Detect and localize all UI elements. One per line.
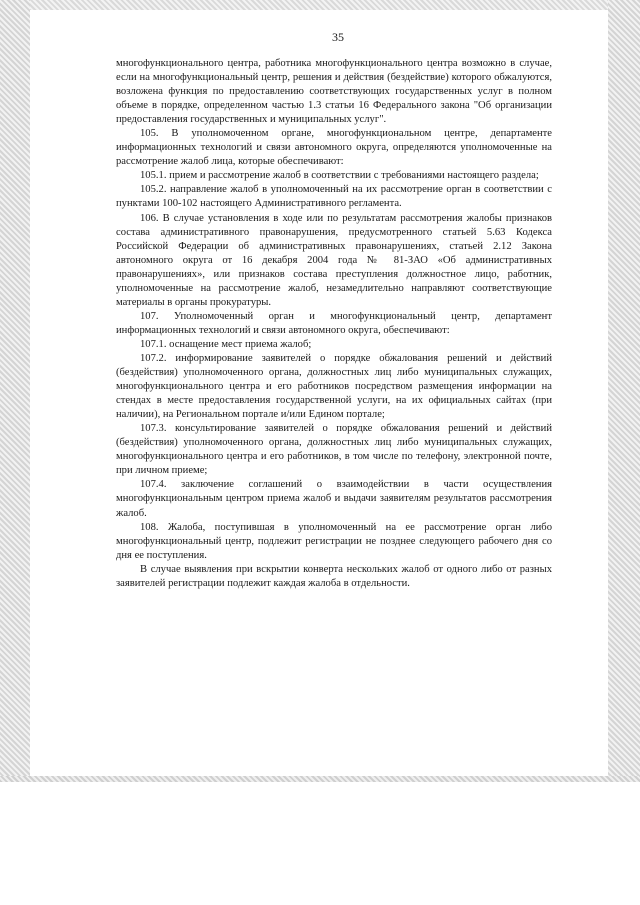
paragraph-105-2: 105.2. направление жалоб в уполномоченный на их рассмотрение орган в соответствии с пунктами 100-102 настоящего Административного регламента. — [116, 184, 552, 210]
paragraph-continuation: многофункционального центра, работника многофункционального центра возможно в случае, если на многофункциональный центр, решения и действия (бездействие) которого обжалуются, возложена функция по предоставлению соответствующих государственных услуг в полном объеме в порядке, определенном частью 1.3 статьи 16 Федерального закона "Об организации предоставления государственных и муниципальных услуг". — [116, 58, 552, 126]
paragraph-107-4: 107.4. заключение соглашений о взаимодействии в части осуществления многофункциональным центром приема жалоб и выдачи заявителям результатов рассмотрения жалоб. — [116, 479, 552, 519]
paragraph-106: 106. В случае установления в ходе или по результатам рассмотрения жалобы признаков состава административного правонарушения, предусмотренного статьей 5.63 Кодекса Российской Федерации об административных правонарушениях, статьей 2.12 Закона автономного округа от 16 декабря 2004 года № 81-ЗАО «Об административных правонарушениях», или признаков состава преступления должностное лицо, работник, уполномоченные на рассмотрение жалоб, незамедлительно направляют соответствующие материалы в органы прокуратуры. — [116, 212, 552, 308]
paragraph-108-note: В случае выявления при вскрытии конверта нескольких жалоб от одного либо от разных заявителей регистрации подлежит каждая жалоба в отдельности. — [116, 563, 552, 589]
document-page — [116, 30, 552, 591]
scan-border-right — [608, 0, 640, 780]
scan-border-bottom — [0, 776, 640, 782]
paragraph-105-1: 105.1. прием и рассмотрение жалоб в соответствии с требованиями настоящего раздела; — [140, 170, 539, 182]
paragraph-105: 105. В уполномоченном органе, многофункциональном центре, департаменте информационных технологий и связи автономного округа, определяются уполномоченные на рассмотрение жалоб лица, которые обеспечивают: — [116, 128, 552, 168]
paragraph-107-1: 107.1. оснащение мест приема жалоб; — [140, 338, 312, 350]
scan-border-left — [0, 0, 30, 780]
scan-border-top — [0, 0, 640, 10]
paragraph-107: 107. Уполномоченный орган и многофункциональный центр, департамент информационных технологий и связи автономного округа, обеспечивают: — [116, 310, 552, 336]
paragraph-107-3: 107.3. консультирование заявителей о порядке обжалования решений и действий (бездействия) уполномоченного органа, должностных лиц либо муниципальных служащих, многофункционального центра и его работников, в том числе по телефону, электронной почте, при личном приеме; — [116, 423, 552, 477]
paragraph-107-2: 107.2. информирование заявителей о порядке обжалования решений и действий (бездействия) уполномоченного органа, должностных лиц либо муниципальных служащих, многофункционального центра и его работников посредством размещения информации на стендах в месте предоставления государственной услуги, на их официальных сайтах (при наличии), на Региональном портале и/или Едином портале; — [116, 352, 552, 421]
page-number: 35 — [332, 30, 344, 44]
document-body — [116, 57, 552, 591]
paragraph-108: 108. Жалоба, поступившая в уполномоченный на ее рассмотрение орган либо многофункциональный центр, подлежит регистрации не позднее следующего рабочего дня со дня ее поступления. — [116, 521, 552, 561]
